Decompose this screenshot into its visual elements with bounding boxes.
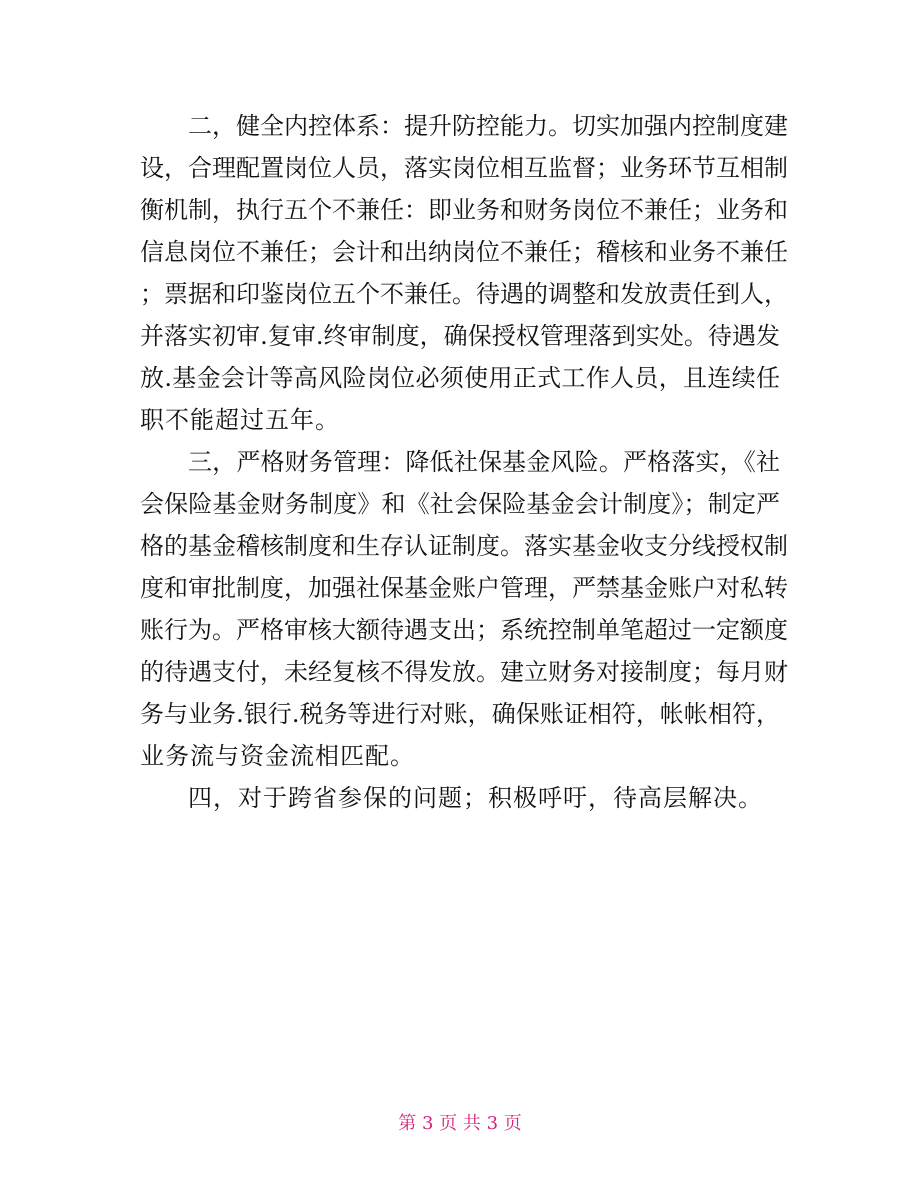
- paragraph-1-line-1: 二，健全内控体系：提升防控能力。切实加强内控制度建: [188, 112, 788, 140]
- paragraph-3-line-1: 四，对于跨省参保的问题；积极呼吁，待高层解决。: [188, 784, 763, 812]
- paragraph-1-line-6: 并落实初审.复审.终审制度，确保授权管理落到实处。待遇发: [140, 322, 780, 350]
- paragraph-2-line-8: 业务流与资金流相匹配。: [140, 742, 415, 770]
- paragraph-2-line-2: 会保险基金财务制度》和《社会保险基金会计制度》；制定严: [140, 490, 780, 518]
- paragraph-1-line-5: ；票据和印鉴岗位五个不兼任。待遇的调整和发放责任到人，: [140, 280, 788, 308]
- paragraph-1-line-3: 衡机制，执行五个不兼任：即业务和财务岗位不兼任；业务和: [140, 196, 788, 224]
- paragraph-2-line-4: 度和审批制度，加强社保基金账户管理，严禁基金账户对私转: [140, 574, 788, 602]
- paragraph-1-line-7: 放.基金会计等高风险岗位必须使用正式工作人员，且连续任: [140, 364, 780, 392]
- paragraph-2-line-1: 三，严格财务管理：降低社保基金风险。严格落实，《社: [188, 448, 780, 476]
- paragraph-1-line-8: 职不能超过五年。: [140, 406, 340, 434]
- paragraph-2-line-3: 格的基金稽核制度和生存认证制度。落实基金收支分线授权制: [140, 532, 788, 560]
- paragraph-1-line-4: 信息岗位不兼任；会计和出纳岗位不兼任；稽核和业务不兼任: [140, 238, 788, 266]
- paragraph-2-line-6: 的待遇支付，未经复核不得发放。建立财务对接制度；每月财: [140, 658, 788, 686]
- document-body: [140, 105, 788, 819]
- paragraph-1-line-2: 设，合理配置岗位人员，落实岗位相互监督；业务环节互相制: [140, 154, 788, 182]
- paragraph-2-line-7: 务与业务.银行.税务等进行对账，确保账证相符，帐帐相符，: [140, 700, 780, 728]
- page-footer: 第 3 页 共 3 页: [398, 1113, 522, 1134]
- paragraph-2-line-5: 账行为。严格审核大额待遇支出；系统控制单笔超过一定额度: [140, 616, 788, 644]
